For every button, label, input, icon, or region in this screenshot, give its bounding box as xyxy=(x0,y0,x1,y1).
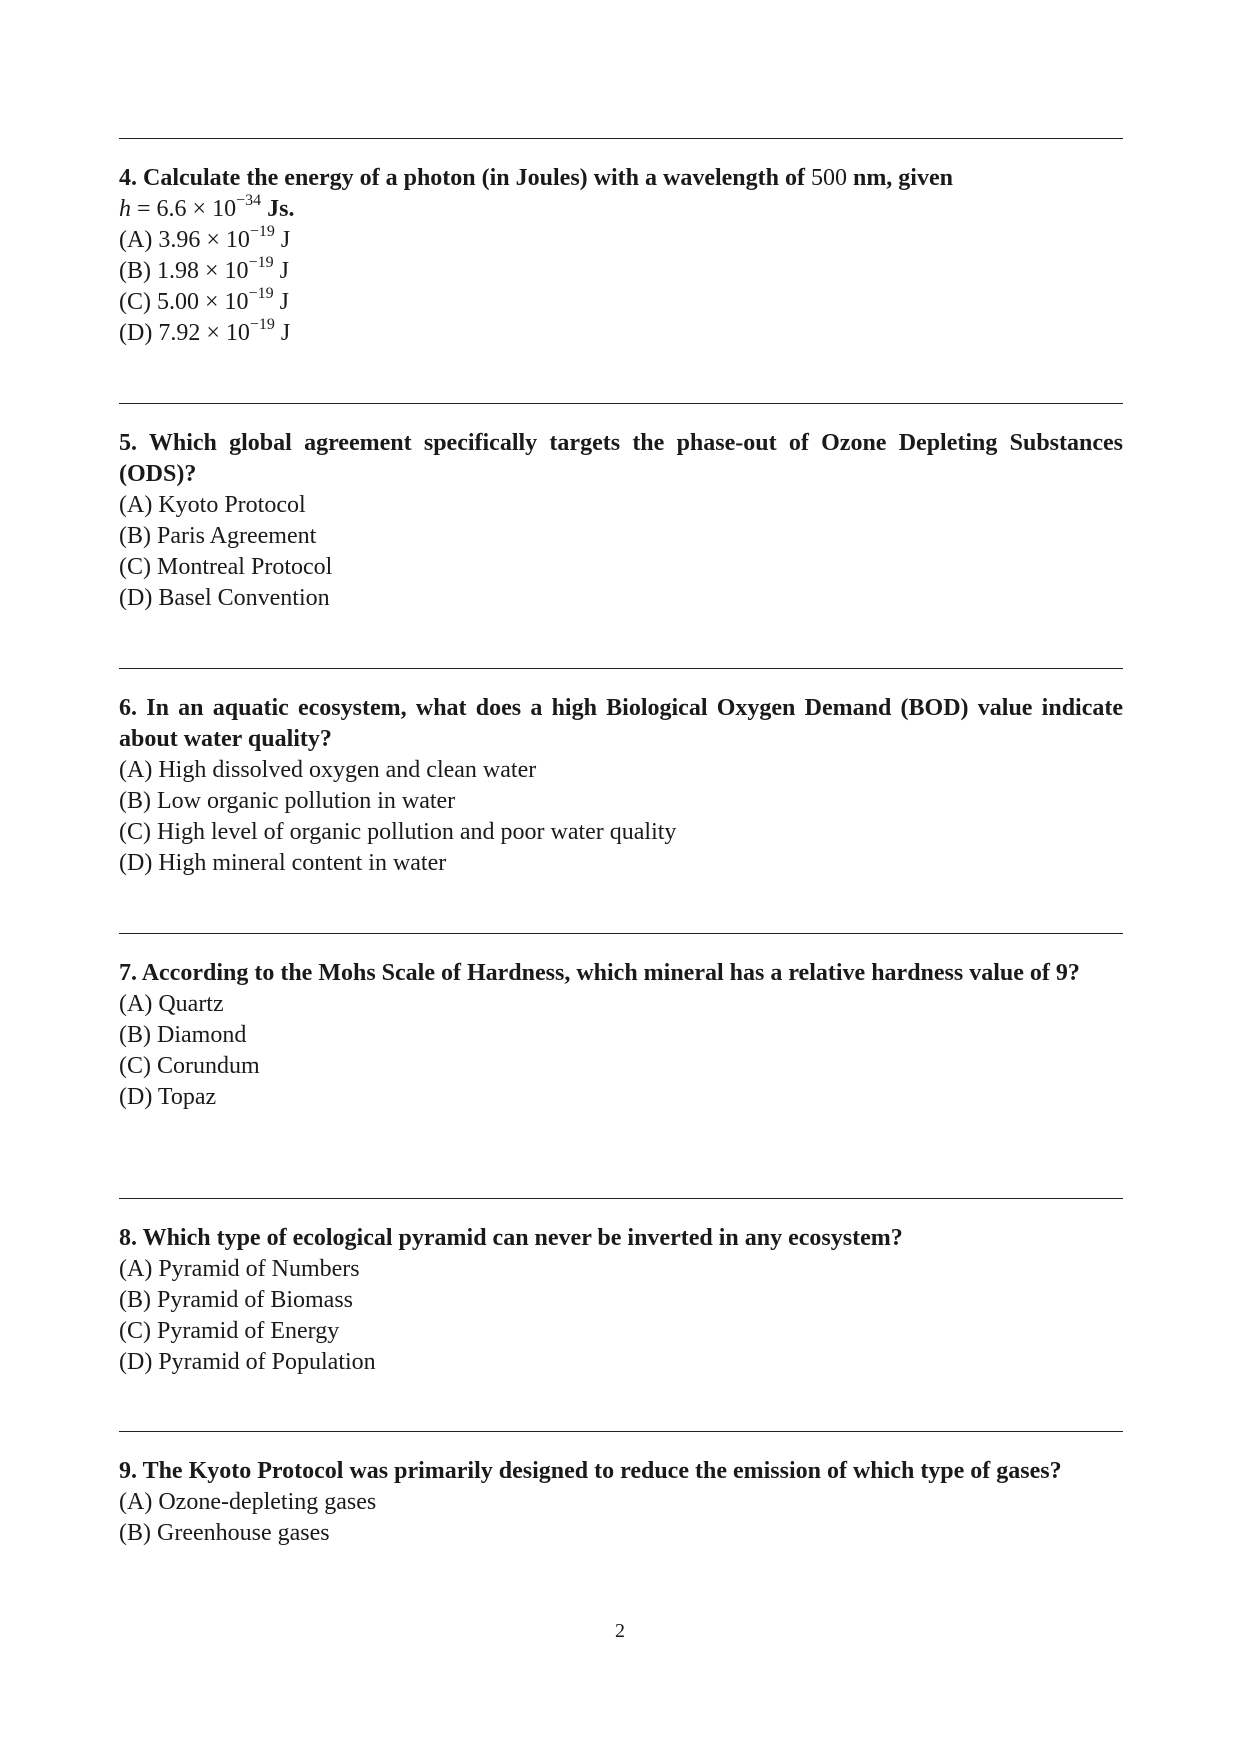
question-text-part: nm, given xyxy=(852,165,953,191)
option-text: High mineral content in water xyxy=(158,850,447,876)
question-text xyxy=(119,1456,1123,1487)
option-a[interactable] xyxy=(119,225,1123,256)
option-text: Low organic pollution in water xyxy=(157,788,456,814)
question-number: 7. xyxy=(119,960,137,986)
option-label: (D) xyxy=(119,1349,153,1375)
option-unit: J xyxy=(280,320,291,346)
question-number: 9. xyxy=(119,1458,137,1484)
option-text: Ozone-depleting gases xyxy=(158,1489,377,1515)
question-text xyxy=(119,1223,1123,1254)
option-label: (C) xyxy=(119,1053,151,1079)
option-label: (B) xyxy=(119,523,151,549)
option-label: (C) xyxy=(119,289,151,315)
option-label: (C) xyxy=(119,1318,151,1344)
question-divider xyxy=(119,668,1123,669)
option-c[interactable] xyxy=(119,1051,1123,1082)
option-text: High level of organic pollution and poor water quality xyxy=(157,819,677,845)
option-b[interactable] xyxy=(119,786,1123,817)
option-unit: J xyxy=(279,289,289,315)
option-d[interactable] xyxy=(119,848,1123,879)
option-label: (A) xyxy=(119,1489,153,1515)
option-label: (A) xyxy=(119,991,153,1017)
question-4 xyxy=(119,138,1123,349)
option-exponent: −19 xyxy=(248,254,274,271)
question-6 xyxy=(119,668,1123,879)
question-text xyxy=(119,163,1123,225)
question-body: Which global agreement specifically targets the phase-out of Ozone Depleting Substances (ODS)? xyxy=(119,430,1123,487)
question-text xyxy=(119,958,1123,989)
question-number: 4. xyxy=(119,165,137,191)
planck-exponent: −34 xyxy=(236,192,262,209)
option-text: Topaz xyxy=(157,1084,217,1110)
question-number: 5. xyxy=(119,430,137,456)
option-a[interactable] xyxy=(119,1254,1123,1285)
question-text xyxy=(119,693,1123,755)
option-mantissa: 3.96 × 10 xyxy=(158,227,250,253)
option-mantissa: 1.98 × 10 xyxy=(157,258,249,284)
option-exponent: −19 xyxy=(249,316,275,333)
option-c[interactable] xyxy=(119,287,1123,318)
option-label: (A) xyxy=(119,757,153,783)
option-a[interactable] xyxy=(119,1487,1123,1518)
option-text: High dissolved oxygen and clean water xyxy=(158,757,537,783)
option-text: Greenhouse gases xyxy=(157,1520,330,1546)
option-d[interactable] xyxy=(119,1347,1123,1378)
option-unit: J xyxy=(279,258,289,284)
option-label: (A) xyxy=(119,492,153,518)
option-label: (D) xyxy=(119,320,153,346)
planck-value: = 6.6 × 10 xyxy=(137,196,237,222)
option-label: (A) xyxy=(119,227,153,253)
option-text: Paris Agreement xyxy=(157,523,317,549)
option-b[interactable] xyxy=(119,1518,1123,1549)
question-divider xyxy=(119,138,1123,139)
question-9 xyxy=(119,1431,1123,1549)
question-body: According to the Mohs Scale of Hardness, which mineral has a relative hardness value of 9? xyxy=(141,960,1080,986)
option-c[interactable] xyxy=(119,817,1123,848)
option-exponent: −19 xyxy=(249,223,275,240)
option-unit: J xyxy=(280,227,291,253)
option-text: Basel Convention xyxy=(158,585,330,611)
planck-symbol: h xyxy=(119,196,131,222)
option-label: (B) xyxy=(119,1287,151,1313)
option-label: (B) xyxy=(119,1520,151,1546)
question-number: 6. xyxy=(119,695,137,721)
option-c[interactable] xyxy=(119,1316,1123,1347)
option-d[interactable] xyxy=(119,583,1123,614)
option-mantissa: 5.00 × 10 xyxy=(157,289,249,315)
option-label: (D) xyxy=(119,850,153,876)
option-text: Montreal Protocol xyxy=(157,554,333,580)
option-text: Corundum xyxy=(157,1053,260,1079)
option-b[interactable] xyxy=(119,1285,1123,1316)
option-text: Quartz xyxy=(158,991,224,1017)
option-b[interactable] xyxy=(119,521,1123,552)
option-label: (C) xyxy=(119,819,151,845)
planck-unit: Js. xyxy=(267,196,295,222)
question-text xyxy=(119,428,1123,490)
question-body: The Kyoto Protocol was primarily designed to reduce the emission of which type of gases? xyxy=(142,1458,1062,1484)
option-text: Pyramid of Energy xyxy=(157,1318,340,1344)
option-c[interactable] xyxy=(119,552,1123,583)
option-exponent: −19 xyxy=(248,285,274,302)
option-text: Kyoto Protocol xyxy=(158,492,306,518)
question-8 xyxy=(119,1198,1123,1378)
option-text: Pyramid of Biomass xyxy=(157,1287,353,1313)
question-text-part: Calculate the energy of a photon (in Joules) with a wavelength of xyxy=(143,165,805,191)
option-label: (A) xyxy=(119,1256,153,1282)
wavelength-value: 500 xyxy=(810,165,847,191)
option-a[interactable] xyxy=(119,490,1123,521)
question-divider xyxy=(119,1431,1123,1432)
question-5 xyxy=(119,403,1123,614)
question-body: Which type of ecological pyramid can never be inverted in any ecosystem? xyxy=(142,1225,903,1251)
option-label: (B) xyxy=(119,258,151,284)
option-text: Pyramid of Numbers xyxy=(158,1256,360,1282)
question-divider xyxy=(119,1198,1123,1199)
page-number: 2 xyxy=(615,1620,625,1642)
option-d[interactable] xyxy=(119,318,1123,349)
option-a[interactable] xyxy=(119,755,1123,786)
option-label: (B) xyxy=(119,788,151,814)
option-b[interactable] xyxy=(119,256,1123,287)
option-label: (D) xyxy=(119,1084,153,1110)
option-label: (B) xyxy=(119,1022,151,1048)
option-d[interactable] xyxy=(119,1082,1123,1113)
option-label: (D) xyxy=(119,585,153,611)
question-number: 8. xyxy=(119,1225,137,1251)
option-mantissa: 7.92 × 10 xyxy=(158,320,250,346)
question-divider xyxy=(119,933,1123,934)
question-7 xyxy=(119,933,1123,1113)
question-divider xyxy=(119,403,1123,404)
option-text: Diamond xyxy=(157,1022,247,1048)
option-label: (C) xyxy=(119,554,151,580)
question-body: In an aquatic ecosystem, what does a high Biological Oxygen Demand (BOD) value indicate about water quality? xyxy=(119,695,1124,752)
option-b[interactable] xyxy=(119,1020,1123,1051)
option-text: Pyramid of Population xyxy=(158,1349,376,1375)
option-a[interactable] xyxy=(119,989,1123,1020)
